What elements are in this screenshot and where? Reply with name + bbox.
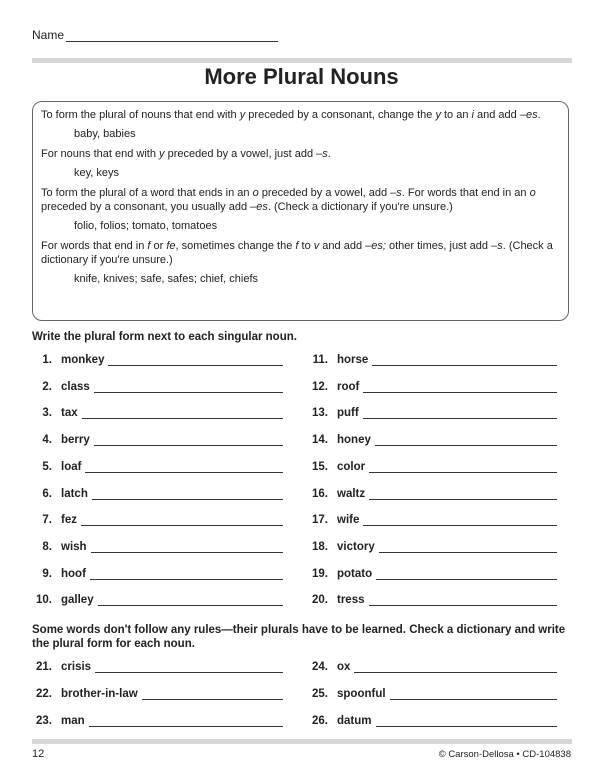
answer-blank[interactable] xyxy=(85,461,283,473)
rule-example: key, keys xyxy=(74,167,120,179)
exercise-item xyxy=(303,430,557,446)
item-number: 8. xyxy=(42,540,52,553)
item-word: class xyxy=(61,380,90,393)
item-number: 9. xyxy=(42,567,52,580)
exercise-item xyxy=(303,684,557,700)
item-word: puff xyxy=(337,407,359,420)
item-word: color xyxy=(337,460,366,473)
item-word: tax xyxy=(61,407,78,420)
name-field xyxy=(32,28,278,42)
exercise-item xyxy=(303,657,557,673)
item-word: spoonful xyxy=(337,688,386,700)
answer-blank[interactable] xyxy=(376,568,557,580)
item-number: 6. xyxy=(42,487,52,500)
exercise-item xyxy=(27,430,283,446)
answer-blank[interactable] xyxy=(354,661,557,673)
bottom-divider xyxy=(32,739,572,744)
page-number: 12 xyxy=(32,748,45,760)
answer-blank[interactable] xyxy=(372,354,557,366)
exercise-item xyxy=(27,484,283,500)
answer-blank[interactable] xyxy=(369,594,558,606)
rules-box xyxy=(32,101,569,321)
answer-blank[interactable] xyxy=(379,541,557,553)
top-divider xyxy=(32,58,572,63)
item-number: 17. xyxy=(312,514,328,527)
item-word: hoof xyxy=(61,567,86,580)
answer-blank[interactable] xyxy=(369,488,557,500)
item-word: loaf xyxy=(61,460,82,473)
answer-blank[interactable] xyxy=(369,461,557,473)
item-number: 21. xyxy=(36,661,52,673)
name-blank[interactable] xyxy=(66,28,278,42)
exercise-item xyxy=(303,484,557,500)
answer-blank[interactable] xyxy=(81,514,283,526)
item-number: 14. xyxy=(312,434,328,447)
item-word: monkey xyxy=(61,354,105,366)
item-word: berry xyxy=(61,434,90,447)
page-title: More Plural Nouns xyxy=(204,64,399,89)
item-word: roof xyxy=(337,380,360,393)
item-number: 19. xyxy=(312,567,328,580)
item-word: potato xyxy=(337,567,373,580)
item-word: fez xyxy=(61,514,77,527)
answer-blank[interactable] xyxy=(91,541,283,553)
answer-blank[interactable] xyxy=(363,514,557,526)
answer-blank[interactable] xyxy=(94,434,283,446)
answer-blank[interactable] xyxy=(89,715,283,727)
item-word: latch xyxy=(61,487,88,500)
item-number: 15. xyxy=(312,460,328,473)
item-number: 24. xyxy=(312,661,328,673)
item-word: brother-in-law xyxy=(61,688,138,700)
answer-blank[interactable] xyxy=(142,688,283,700)
item-number: 10. xyxy=(36,594,52,607)
item-number: 7. xyxy=(42,514,52,527)
answer-blank[interactable] xyxy=(363,407,557,419)
exercise-item xyxy=(27,457,283,473)
exercise-item xyxy=(303,564,557,580)
item-number: 16. xyxy=(312,487,328,500)
item-number: 2. xyxy=(42,380,52,393)
item-word: datum xyxy=(337,715,372,727)
answer-blank[interactable] xyxy=(375,434,557,446)
rule-example: knife, knives; safe, safes; chief, chiefs xyxy=(74,273,259,285)
answer-blank[interactable] xyxy=(376,715,558,727)
exercise-item xyxy=(303,510,557,526)
item-word: ox xyxy=(337,661,351,673)
item-number: 20. xyxy=(312,594,328,607)
item-number: 25. xyxy=(312,688,328,700)
answer-blank[interactable] xyxy=(363,381,557,393)
answer-blank[interactable] xyxy=(82,407,283,419)
exercise-item xyxy=(303,403,557,419)
item-number: 11. xyxy=(312,354,328,366)
rule-text: For nouns that end with y preceded by a vowel, just add –s. xyxy=(41,148,331,160)
answer-blank[interactable] xyxy=(94,381,283,393)
rule-text: For words that end in f or fe, sometimes change the f to v and add –es; other times, just add –s. (Check a dictionary if you're unsure.) xyxy=(41,240,553,266)
item-word: victory xyxy=(337,540,375,553)
exercise-item xyxy=(303,711,557,727)
answer-blank[interactable] xyxy=(390,688,557,700)
exercise-item xyxy=(27,510,283,526)
name-label: Name xyxy=(32,28,65,42)
item-word: wish xyxy=(61,540,87,553)
item-number: 13. xyxy=(312,407,328,420)
exercise-item xyxy=(27,657,283,673)
item-word: crisis xyxy=(61,661,92,673)
exercise-item xyxy=(303,537,557,553)
exercise-item xyxy=(27,537,283,553)
item-number: 3. xyxy=(42,407,52,420)
exercise-item xyxy=(303,350,557,366)
item-number: 23. xyxy=(36,715,52,727)
rule-text: To form the plural of a word that ends in an o preceded by a vowel, add –s. For words that end in an o preceded by a consonant, you usually add –es. (Check a dictionary if you're unsure.) xyxy=(41,187,536,213)
item-word: galley xyxy=(61,594,94,607)
item-word: honey xyxy=(337,434,371,447)
exercise-item xyxy=(27,590,283,606)
copyright: © Carson-Dellosa • CD-104838 xyxy=(438,749,571,760)
item-word: waltz xyxy=(337,487,366,500)
exercise-item xyxy=(303,590,557,606)
item-word: wife xyxy=(337,514,360,527)
item-number: 12. xyxy=(312,380,328,393)
exercise-item xyxy=(27,711,283,727)
exercise-item xyxy=(303,457,557,473)
exercise-item xyxy=(27,684,283,700)
item-word: horse xyxy=(337,354,369,366)
rule-example: folio, folios; tomato, tomatoes xyxy=(74,220,218,232)
rule-example: baby, babies xyxy=(74,128,136,140)
rule-text: To form the plural of nouns that end with y preceded by a consonant, change the y to an i and add –es. xyxy=(41,109,541,121)
exercise-item xyxy=(27,350,283,366)
item-word: man xyxy=(61,715,85,727)
answer-blank[interactable] xyxy=(95,661,283,673)
item-number: 4. xyxy=(42,434,52,447)
answer-blank[interactable] xyxy=(108,354,283,366)
item-number: 1. xyxy=(42,354,52,366)
answer-blank[interactable] xyxy=(90,568,283,580)
answer-blank[interactable] xyxy=(98,594,283,606)
exercise-item xyxy=(303,377,557,393)
exercise-item xyxy=(27,403,283,419)
item-number: 5. xyxy=(42,460,52,473)
item-word: tress xyxy=(337,594,365,607)
item-number: 26. xyxy=(312,715,328,727)
answer-blank[interactable] xyxy=(92,488,283,500)
item-number: 22. xyxy=(36,688,52,700)
item-number: 18. xyxy=(312,540,328,553)
section2-directions: Some words don't follow any rules—their plurals have to be learned. Check a dictionary and write the plural form for each noun. xyxy=(32,624,566,650)
exercise-item xyxy=(27,564,283,580)
exercise-item xyxy=(27,377,283,393)
section1-directions: Write the plural form next to each singular noun. xyxy=(32,331,297,343)
